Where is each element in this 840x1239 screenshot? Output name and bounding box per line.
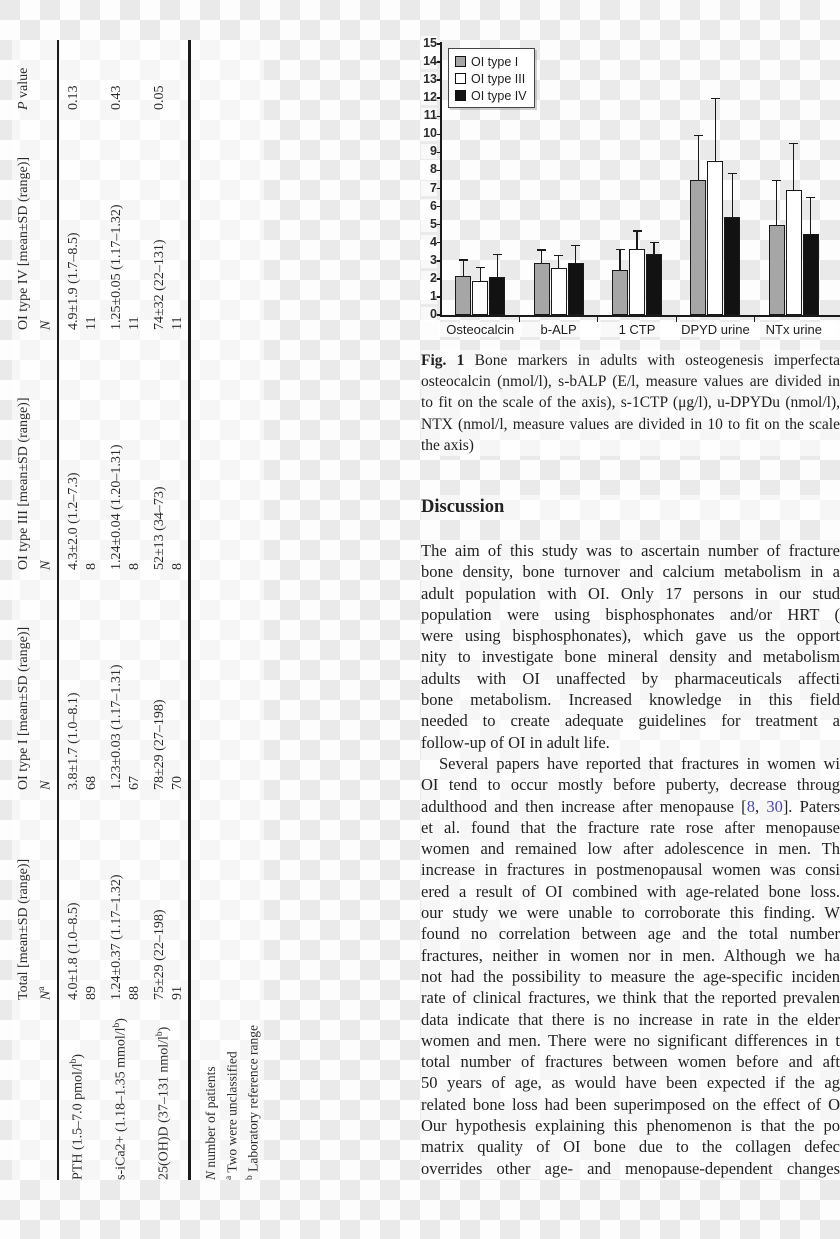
- discussion-line: [421, 817, 840, 838]
- table-header-oi-type-i: [12, 570, 57, 790]
- discussion-line: [421, 1094, 840, 1115]
- column-subtitle: N: [38, 560, 54, 570]
- text-span: were using bisphosphonates), which gave us the opport: [421, 626, 840, 646]
- text-span: bone metabolism. Increased knowledge in this field: [421, 690, 840, 710]
- text-span: not had the possibility to measure the age-specific inciden: [421, 966, 840, 986]
- legend-label: OI type IV: [471, 88, 527, 103]
- text-span: follow-up of OI in adult life.: [421, 732, 610, 752]
- error-bar: [558, 255, 559, 268]
- caption-line: [421, 392, 840, 413]
- bar: [455, 276, 471, 315]
- column-subtitle: N: [38, 780, 54, 790]
- discussion-line: [421, 902, 840, 923]
- discussion-line: [421, 540, 840, 561]
- error-bar-cap: [476, 267, 485, 268]
- x-tick: [676, 317, 677, 322]
- x-tick: [519, 317, 520, 322]
- text-span: The aim of this study was to ascertain number of fracture: [421, 541, 840, 560]
- text-span: adult population with OI. Only 17 persons in our stud: [421, 583, 840, 603]
- text-span: nity to investigate bone mineral density and metabolism: [421, 647, 840, 667]
- legend-label: OI type I: [471, 54, 519, 69]
- bar: [803, 234, 819, 315]
- text-span: fractures, neither in women nor in men. Although we ha: [421, 945, 840, 965]
- text-span: et al. found that the fracture rate rose after menopause: [421, 817, 840, 837]
- error-bar-cap: [728, 173, 737, 174]
- y-tick-label: 10: [421, 126, 437, 141]
- citation-link[interactable]: 8: [746, 796, 755, 816]
- table-header-oi-type-iv: [12, 110, 57, 330]
- citation-link[interactable]: 30: [766, 796, 783, 816]
- table-row: [145, 40, 188, 1180]
- y-tick-label: 2: [421, 271, 437, 286]
- legend-label: OI type III: [471, 71, 526, 86]
- y-tick-label: 6: [421, 199, 437, 214]
- text-span: women and men. There were no significant differences in t: [421, 1030, 840, 1050]
- bar: [472, 281, 488, 315]
- text-span: total number of fractures between women before and aft: [421, 1052, 840, 1072]
- p-value-cell: 0.05: [152, 85, 167, 110]
- error-bar: [480, 267, 481, 281]
- text-span: found no correlation between age and the total number: [421, 924, 840, 944]
- legend-swatch: [455, 90, 466, 101]
- p-value-cell: 0.43: [109, 85, 124, 110]
- y-tick-label: 9: [421, 144, 437, 159]
- legend-swatch: [455, 73, 466, 84]
- discussion-line: [421, 923, 840, 944]
- text-span: data indicate that there is no increase in rate in the elder: [421, 1009, 840, 1029]
- table-cell: 1.24±0.37 (1.17–1.32) 88: [109, 874, 142, 1000]
- bar: [534, 263, 550, 315]
- discussion-line: [421, 796, 840, 817]
- discussion-line: [421, 987, 840, 1008]
- discussion-line: [421, 689, 840, 710]
- bar: [629, 249, 645, 315]
- text-span: the axis): [421, 436, 474, 454]
- table-cell: 1.25±0.05 (1.17–1.32) 11: [109, 204, 142, 330]
- caption-line: [421, 435, 840, 456]
- x-axis: [440, 315, 840, 317]
- text-span: ]. Paters: [782, 796, 840, 816]
- y-tick-label: 0: [421, 307, 437, 322]
- column-subtitle: N: [38, 320, 54, 330]
- discussion-line: [421, 945, 840, 966]
- y-tick-label: 15: [421, 36, 437, 51]
- text-span: osteocalcin (nmol/l), s-bALP (E/l, measure values are divided in: [421, 373, 840, 391]
- text-span: ered a result of OI combined with age-related bone loss.: [421, 881, 840, 901]
- discussion-line: [421, 646, 840, 667]
- text-span: increase in fractures in postmenopausal women was consi: [421, 860, 840, 880]
- error-bar: [732, 173, 733, 217]
- discussion-line: [421, 1072, 840, 1093]
- y-tick-label: 8: [421, 162, 437, 177]
- y-axis: [440, 42, 442, 316]
- category-label: NTx urine: [752, 322, 836, 337]
- table-row: [102, 40, 145, 1180]
- error-bar-cap: [537, 249, 546, 250]
- text-span: OI tend to occur mostly before puberty, decrease throug: [421, 775, 840, 795]
- error-bar: [810, 198, 811, 234]
- footnote: $^a$ Two were unclassified: [223, 1051, 239, 1180]
- error-bar: [776, 180, 777, 224]
- bar: [724, 217, 740, 315]
- discussion-line: [421, 1009, 840, 1030]
- text-span: 50 years of age, as would have been expected if the ag: [421, 1073, 840, 1093]
- column-title: OI type I [mean±SD (range)]: [16, 626, 31, 790]
- footnote: $^b$ Laboratory reference range: [245, 1024, 261, 1180]
- legend-item: [455, 70, 527, 87]
- column-subtitle: $N^a$: [37, 986, 54, 1000]
- y-tick-label: 3: [421, 253, 437, 268]
- table-header-oi-type-iii: [12, 330, 57, 570]
- category-label: Osteocalcin: [438, 322, 522, 337]
- legend-item: [455, 53, 527, 70]
- text-span: needed to create adequate guidelines for treatment a: [421, 711, 840, 731]
- text-span: bone density, bone turnover and calcium metabolism in a: [421, 562, 840, 582]
- text-span: adults with OI unaffected by pharmaceuticals affecti: [421, 668, 840, 688]
- table-cell: 1.23±0.03 (1.17–1.31) 67: [109, 664, 142, 790]
- row-label: s-iCa2+ (1.18–1.35 mmol/$l^b$): [112, 1018, 129, 1180]
- text-span: ,: [754, 796, 767, 816]
- error-bar: [698, 135, 699, 180]
- discussion-line: [421, 583, 840, 604]
- table-bottom-rule: [188, 40, 191, 1180]
- column-title: OI type IV [mean±SD (range)]: [16, 156, 31, 330]
- error-bar-cap: [694, 135, 703, 136]
- table-row: [59, 40, 102, 1180]
- discussion-line: [421, 859, 840, 880]
- category-label: 1 CTP: [595, 322, 679, 337]
- lab-values-table-rotated: [12, 40, 264, 1180]
- discussion-paragraphs: [421, 540, 840, 1179]
- text-span: adulthood and then increase after menopause [: [421, 796, 747, 816]
- table-header-total: [12, 790, 57, 1000]
- bar: [690, 180, 706, 315]
- error-bar-cap: [459, 259, 468, 260]
- error-bar-cap: [789, 143, 798, 144]
- discussion-line: [421, 604, 840, 625]
- y-tick-label: 5: [421, 217, 437, 232]
- y-tick-label: 13: [421, 72, 437, 87]
- text-span: Bone markers in adults with osteogenesis imperfecta: [474, 352, 840, 369]
- bar: [707, 161, 723, 315]
- table-header-row: [12, 40, 59, 1180]
- column-title: P value: [16, 67, 31, 110]
- bar: [786, 190, 802, 315]
- table-footnotes: [201, 40, 263, 1180]
- discussion-line: [421, 966, 840, 987]
- discussion-line: [421, 625, 840, 646]
- table-cell: 52±13 (34–73) 8: [152, 486, 185, 570]
- text-span: women and remained low after adolescence in men. Th: [421, 839, 840, 859]
- caption-line: [421, 414, 840, 435]
- y-tick-label: 7: [421, 181, 437, 196]
- bar: [646, 254, 662, 315]
- p-value-cell: 0.13: [66, 85, 81, 110]
- discussion-heading: Discussion: [421, 495, 840, 520]
- footnote: N number of patients: [202, 1066, 218, 1180]
- bar: [568, 263, 584, 315]
- bar: [489, 277, 505, 315]
- bar: [551, 268, 567, 315]
- caption-line: [421, 371, 840, 392]
- bone-markers-bar-chart: [421, 36, 840, 348]
- discussion-line: [421, 732, 840, 753]
- y-tick-label: 11: [421, 108, 437, 123]
- table-cell: 1.24±0.04 (1.20–1.31) 8: [109, 444, 142, 570]
- legend-item: [455, 87, 527, 104]
- row-label: 25(OH)D (37–131 nmol/$l^b$): [155, 1026, 172, 1180]
- discussion-line: [421, 668, 840, 689]
- bar: [612, 270, 628, 315]
- column-title: Total [mean±SD (range)]: [16, 858, 31, 1000]
- error-bar-cap: [571, 245, 580, 246]
- error-bar-cap: [554, 255, 563, 256]
- table-cell: 78±29 (27–198) 70: [152, 699, 185, 790]
- error-bar-cap: [616, 249, 625, 250]
- error-bar: [575, 245, 576, 262]
- text-span: rate of clinical fractures, we think that the reported prevalen: [421, 988, 840, 1008]
- text-span: Our hypothesis explaining this phenomenon is that the po: [421, 1116, 840, 1136]
- discussion-line: [421, 1158, 840, 1179]
- x-tick: [754, 317, 755, 322]
- table-cell: 75±29 (22–198) 91: [152, 909, 185, 1000]
- text-span: overrides other age- and menopause-dependent changes: [421, 1158, 840, 1178]
- discussion-line: [421, 1051, 840, 1072]
- row-label: PTH (1.5–7.0 pmol/$l^b$): [69, 1053, 86, 1180]
- table-header-p-value: [12, 40, 57, 110]
- discussion-line: [421, 881, 840, 902]
- y-tick-label: 4: [421, 235, 437, 250]
- discussion-line: [421, 561, 840, 582]
- table-cell: 4.3±2.0 (1.2–7.3) 8: [66, 472, 99, 570]
- table-cell: 4.9±1.9 (1.7–8.5) 11: [66, 232, 99, 330]
- discussion-line: [421, 838, 840, 859]
- table-header-empty: [12, 1000, 57, 1180]
- error-bar: [715, 98, 716, 161]
- error-bar-cap: [493, 254, 502, 255]
- text-span: Several papers have reported that fractures in women wi: [439, 753, 840, 773]
- caption-line: [421, 350, 840, 371]
- error-bar: [793, 143, 794, 190]
- column-title: OI type III [mean±SD (range)]: [16, 397, 31, 570]
- discussion-line: [421, 774, 840, 795]
- error-bar-cap: [806, 197, 815, 198]
- error-bar: [636, 231, 637, 249]
- text-span: population were using bisphosphonates and/or HRT (: [421, 604, 840, 624]
- error-bar-cap: [711, 98, 720, 99]
- y-tick-label: 14: [421, 54, 437, 69]
- error-bar: [653, 243, 654, 255]
- figure-caption: [421, 350, 840, 456]
- table-cell: 4.0±1.8 (1.0–8.5) 89: [66, 902, 99, 1000]
- text-span: our study we were unable to corroborate this finding. W: [421, 903, 840, 923]
- chart-legend: [448, 48, 535, 108]
- discussion-line: [421, 1136, 840, 1157]
- text-span: related bone loss had been superimposed on the effect of O: [421, 1094, 840, 1114]
- discussion-line: [421, 753, 840, 774]
- discussion-line: [421, 710, 840, 731]
- table-cell: 3.8±1.7 (1.0–8.1) 68: [66, 692, 99, 790]
- bar: [769, 225, 785, 315]
- error-bar: [463, 260, 464, 276]
- y-tick-label: 12: [421, 90, 437, 105]
- error-bar-cap: [633, 230, 642, 231]
- y-tick-label: 1: [421, 289, 437, 304]
- text-span: matrix quality of OI bone due to the collagen defec: [421, 1137, 840, 1157]
- text-span: NTX (nmol/l, measure values are divided in 10 to fit on the scale: [421, 415, 840, 433]
- error-bar: [619, 249, 620, 270]
- error-bar-cap: [650, 242, 659, 243]
- legend-swatch: [455, 56, 466, 67]
- category-label: b-ALP: [517, 322, 601, 337]
- error-bar: [541, 250, 542, 263]
- text-span: to fit on the scale of the axis), s-1CTP (μg/l), u-DPYDu (nmol/l),: [421, 394, 840, 412]
- figure-label: Fig. 1: [421, 352, 465, 369]
- error-bar: [497, 254, 498, 277]
- error-bar-cap: [772, 180, 781, 181]
- table-cell: 74±32 (22–131) 11: [152, 239, 185, 330]
- discussion-line: [421, 1030, 840, 1051]
- category-label: DPYD urine: [673, 322, 757, 337]
- x-tick: [597, 317, 598, 322]
- discussion-line: [421, 1115, 840, 1136]
